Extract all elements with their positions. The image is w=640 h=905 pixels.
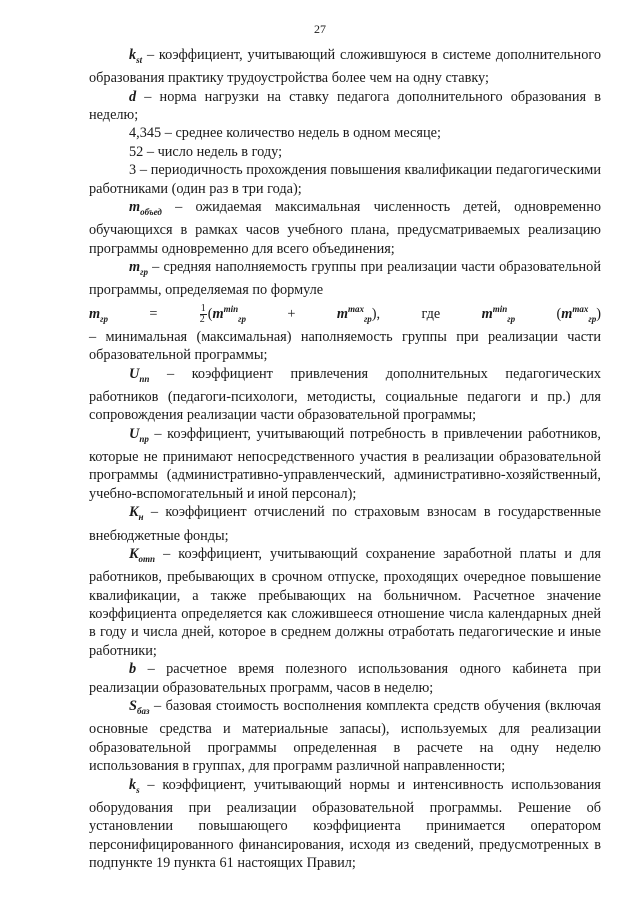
- formula-min-ref: $m^{min}_{гр}$: [481, 303, 516, 324]
- symbol: $U_{пр}$: [129, 425, 149, 444]
- definition-3: 3 – периодичность прохождения повышения квалификации педагогическими работниками (один раз в три года);: [89, 162, 601, 197]
- definition-d: [89, 88, 601, 125]
- definition-text: – расчетное время полезного использования одного кабинета при реализации образовательных программ, часов в неделю;: [89, 661, 601, 696]
- formula-max-ref: $m^{max}_{гр}$: [561, 303, 597, 324]
- definition-52: 52 – число недель в году;: [129, 143, 283, 160]
- formula-fraction: $\frac{1}{2}$: [199, 302, 206, 325]
- definition-b: [89, 660, 601, 697]
- definition-text: – коэффициент отчислений по страховым взносам в государственные внебюджетные фонды;: [89, 504, 601, 544]
- definition-4345: 4,345 – среднее количество недель в одном месяце;: [129, 125, 441, 142]
- formula-line: $m_{гр}$ = $\frac{1}{2}$ $(m^{min}_{гр} + m^{max}_{гр})$, где $m^{min}_{гр}$ $(m^{max}_{гр})$: [89, 302, 601, 325]
- symbol: $K_{отп}$: [129, 545, 156, 564]
- symbol: b: [129, 661, 137, 678]
- document-body: [89, 46, 601, 872]
- definition-text: – коэффициент, учитывающий нормы и интенсивность использования оборудования при реализации образовательной программы. Решение об установлении повышающего коэффициента принимается оператором персонифицированного финансирования, исходя из сведений, предусмотренных в подпункте 19 пункта 61 настоящих Правил;: [89, 776, 601, 872]
- symbol: d: [129, 88, 137, 105]
- definition-s-baz: [89, 697, 601, 775]
- definition-u-pp: [89, 365, 601, 425]
- formula-min: $m^{min}_{гр}$: [212, 303, 246, 324]
- definition-text: – коэффициент привлечения дополнительных педагогических работников (педагоги-психологи, методисты, социальные педагоги и пр.) для сопровождения реализации части образовательной программы;: [89, 365, 601, 424]
- definition-text: – коэффициент, учитывающий потребность в привлечении работников, которые не принимают непосредственного участия в реализации образовательной программы (административно-управленческий, административно-хозяйственный, учебно-вспомогательный и иной персонал);: [89, 425, 601, 502]
- symbol: $K_н$: [129, 504, 144, 523]
- definition-text: – коэффициент, учитывающий сохранение заработной платы и для работников, пребывающих в срочном отпуске, проходящих очередное повышение квалификации, а также пребывающих на больничном. Расчетное значение коэффициента определяется как сложившееся отношение числа календарных дней в году и числа дней, которое в среднем должны отработать педагогические и иные работники;: [89, 545, 601, 659]
- formula-max: $m^{max}_{гр}$: [336, 303, 372, 324]
- definition-m-obed: [89, 198, 601, 258]
- symbol: $k_{st}$: [129, 47, 143, 65]
- definition-text: – коэффициент, учитывающий сложившуюся в системе дополнительного образования практику трудоустройства более чем на одну ставку;: [89, 47, 601, 87]
- symbol: $S_{баз}$: [129, 698, 150, 716]
- definition-text: – базовая стоимость восполнения комплекта средств обучения (включая основные средства и материальные запасы), используемых для реализации образовательной программы определенная в расчете на одну неделю использования в группах, для программ различной направленности;: [89, 698, 601, 775]
- symbol: $m_{объед}$: [129, 199, 162, 217]
- definition-k-n: [89, 503, 601, 545]
- formula-continuation: – минимальная (максимальная) наполняемость группы при реализации части образовательной программы;: [89, 328, 601, 364]
- formula-lhs: $m_{гр}$: [89, 305, 108, 324]
- definition-m-gr: [89, 258, 601, 300]
- definition-k-s: [89, 776, 601, 873]
- symbol: $k_s$: [129, 776, 140, 795]
- page-number: 27: [314, 22, 326, 36]
- definition-u-pr: [89, 425, 601, 503]
- definition-k-st: [89, 46, 601, 88]
- symbol: $m_{гр}$: [129, 259, 148, 278]
- symbol: $U_{пп}$: [129, 365, 150, 384]
- definition-text: – средняя наполняемость группы при реализации части образовательной программы, определяемая по формуле: [89, 259, 601, 299]
- definition-k-otp: [89, 545, 601, 660]
- definition-text: – норма нагрузки на ставку педагога дополнительного образования в неделю;: [89, 88, 601, 124]
- definition-text: – ожидаемая максимальная численность детей, одновременно обучающихся в рамках часов учебного плана, предусматриваемых реализацию программы одновременно для всего объединения;: [89, 199, 601, 257]
